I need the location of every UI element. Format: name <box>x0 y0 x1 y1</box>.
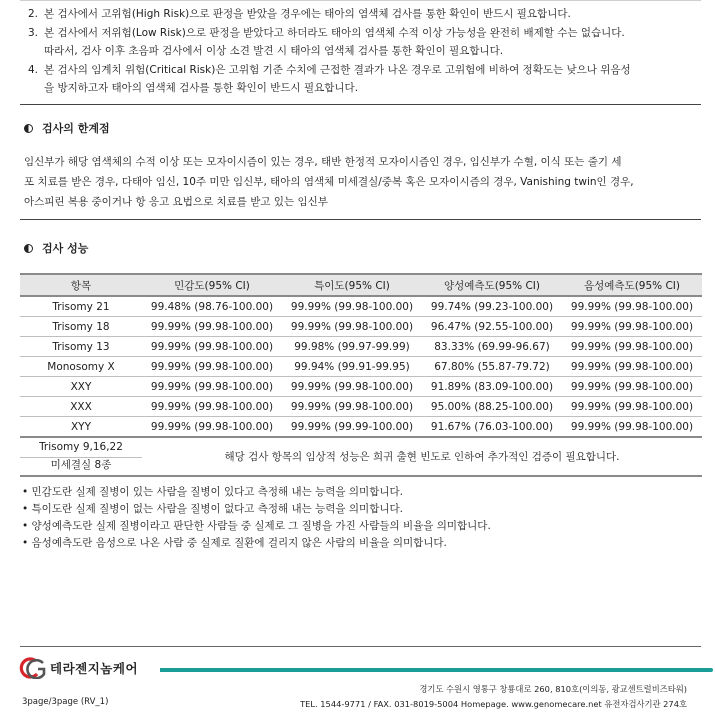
footer-divider <box>20 646 701 647</box>
table-cell: 99.99% (99.98-100.00) <box>562 377 702 397</box>
table-cell: Trisomy 13 <box>20 337 142 357</box>
table-cell: Trisomy 21 <box>20 296 142 317</box>
company-name: 테라젠지놈케어 <box>50 661 139 676</box>
table-cell: 99.99% (99.98-100.00) <box>562 357 702 377</box>
performance-title: 검사 성능 <box>42 242 89 255</box>
note-text <box>44 5 700 24</box>
table-cell: 99.99% (99.98-100.00) <box>142 317 282 337</box>
table-row <box>20 357 702 377</box>
column-header: 특이도(95% CI) <box>282 274 422 296</box>
column-header: 음성예측도(95% CI) <box>562 274 702 296</box>
table-cell: 96.47% (92.55-100.00) <box>422 317 562 337</box>
table-cell: 99.99% (99.98-100.00) <box>282 377 422 397</box>
footer-contact: TEL. 1544-9771 / FAX. 031-8019-5004 Homepage. www.genomecare.net 유전자검사기관 274호 <box>300 699 687 709</box>
table-cell: Trisomy 18 <box>20 317 142 337</box>
table-row <box>20 417 702 438</box>
table-cell: XYY <box>20 417 142 438</box>
table-row <box>20 296 702 317</box>
table-cell: 99.94% (99.91-99.95) <box>282 357 422 377</box>
note-number: 4. <box>28 63 39 76</box>
limitations-title: 검사의 한계점 <box>42 122 110 135</box>
note-line: 을 방지하고자 태아의 염색체 검사를 통한 확인이 반드시 필요합니다. <box>44 82 359 94</box>
top-rule <box>20 0 701 1</box>
table-cell: 99.98% (99.97-99.99) <box>282 337 422 357</box>
table-cell: 99.99% (99.98-100.00) <box>142 337 282 357</box>
note-item <box>28 61 700 98</box>
note-text <box>44 61 700 98</box>
table-cell: XXX <box>20 397 142 417</box>
extra-note-cell: 해당 검사 항목의 임상적 성능은 희귀 출현 빈도로 인하여 추가적인 검증이 필요합니다. <box>142 437 702 476</box>
table-row <box>20 317 702 337</box>
table-cell: 99.99% (99.98-100.00) <box>282 397 422 417</box>
column-header: 양성예측도(95% CI) <box>422 274 562 296</box>
column-header: 항목 <box>20 274 142 296</box>
table-cell: 99.99% (99.98-100.00) <box>142 397 282 417</box>
note-line: 본 검사에서 고위험(High Risk)으로 판정을 받았을 경우에는 태아의 염색체 검사를 통한 확인이 반드시 필요합니다. <box>44 8 571 20</box>
note-line: 따라서, 검사 이후 초음파 검사에서 이상 소견 발견 시 태아의 염색체 검사를 통한 확인이 필요합니다. <box>44 45 504 57</box>
limitations-heading <box>24 120 110 136</box>
table-row <box>20 377 702 397</box>
note-item <box>28 24 700 61</box>
limitations-text <box>24 152 700 212</box>
table-cell: 95.00% (88.25-100.00) <box>422 397 562 417</box>
section-divider <box>20 104 701 105</box>
table-cell: XXY <box>20 377 142 397</box>
half-circle-icon <box>24 244 33 253</box>
table-cell: 99.99% (99.98-100.00) <box>142 417 282 438</box>
table-row <box>20 337 702 357</box>
table-cell: 99.99% (99.99-100.00) <box>282 417 422 438</box>
table-header-row <box>20 274 702 296</box>
table-cell: 99.99% (99.98-100.00) <box>562 317 702 337</box>
note-number: 2. <box>28 8 39 20</box>
definitions-list <box>22 484 491 552</box>
table-cell: 99.99% (99.98-100.00) <box>562 397 702 417</box>
table-cell: 99.99% (99.98-100.00) <box>282 296 422 317</box>
section-divider <box>20 219 701 220</box>
page-number: 3page/3page (RV_1) <box>22 697 109 707</box>
half-circle-icon <box>24 124 33 133</box>
definition-item: • 양성예측도란 실제 질병이라고 판단한 사람들 중 실제로 그 질병을 가진 사람들의 비율을 의미합니다. <box>22 518 491 535</box>
note-number: 3. <box>28 26 39 39</box>
table-cell: 99.74% (99.23-100.00) <box>422 296 562 317</box>
extra-item-line: Trisomy 9,16,22 <box>20 440 142 458</box>
footer-address: 경기도 수원시 영통구 창룡대로 260, 810호(이의동, 광교센트럴비즈타워) <box>419 684 687 694</box>
table-row-extra <box>20 437 702 476</box>
table-row <box>20 397 702 417</box>
note-line: 본 검사에서 저위험(Low Risk)으로 판정을 받았다고 하더라도 태아의 염색체 수적 이상 가능성을 완전히 배제할 수는 없습니다. <box>44 26 625 39</box>
table-cell: 99.99% (99.98-100.00) <box>562 417 702 438</box>
table-cell: 99.48% (98.76-100.00) <box>142 296 282 317</box>
table-cell: 99.99% (99.98-100.00) <box>142 377 282 397</box>
table-cell: 99.99% (99.98-100.00) <box>282 317 422 337</box>
table-cell: 91.89% (83.09-100.00) <box>422 377 562 397</box>
notes-list <box>28 5 700 98</box>
column-header: 민감도(95% CI) <box>142 274 282 296</box>
table-cell: Monosomy X <box>20 357 142 377</box>
accent-line <box>160 668 713 672</box>
definition-item: • 민감도란 실제 질병이 있는 사람을 질병이 있다고 측정해 내는 능력을 의미합니다. <box>22 484 491 501</box>
table-cell: 67.80% (55.87-79.72) <box>422 357 562 377</box>
logo-mark-icon <box>18 657 48 679</box>
table-cell: 99.99% (99.98-100.00) <box>562 296 702 317</box>
extra-item-cell <box>20 437 142 476</box>
note-text <box>44 24 700 61</box>
performance-heading <box>24 240 88 256</box>
limitations-line: 포 치료를 받은 경우, 다태아 임신, 10주 미만 임신부, 태아의 염색체 미세결실/중복 혹은 모자이시즘의 경우, Vanishing twin인 경우, <box>24 176 634 188</box>
table-cell: 91.67% (76.03-100.00) <box>422 417 562 438</box>
table-cell: 83.33% (69.99-96.67) <box>422 337 562 357</box>
note-line: 본 검사의 임계치 위험(Critical Risk)은 고위험 기준 수치에 근접한 결과가 나온 경우로 고위험에 비하여 정확도는 낮으나 위음성 <box>44 63 631 76</box>
table-cell: 99.99% (99.98-100.00) <box>142 357 282 377</box>
company-logo <box>18 657 138 679</box>
performance-table <box>20 273 702 477</box>
limitations-line: 임신부가 해당 염색체의 수적 이상 또는 모자이시즘이 있는 경우, 태반 한정적 모자이시즘인 경우, 임신부가 수혈, 이식 또는 줄기 세 <box>24 156 622 168</box>
table-cell: 99.99% (99.98-100.00) <box>562 337 702 357</box>
note-item <box>28 5 700 24</box>
limitations-line: 아스피린 복용 중이거나 항 응고 요법으로 치료를 받고 있는 임신부 <box>24 196 328 208</box>
definition-item: • 음성예측도란 음성으로 나온 사람 중 실제로 질환에 걸리지 않은 사람의 비율을 의미합니다. <box>22 535 491 552</box>
extra-item-line: 미세결실 8종 <box>50 459 112 471</box>
definition-item: • 특이도란 실제 질병이 없는 사람을 질병이 없다고 측정해 내는 능력을 의미합니다. <box>22 501 491 518</box>
